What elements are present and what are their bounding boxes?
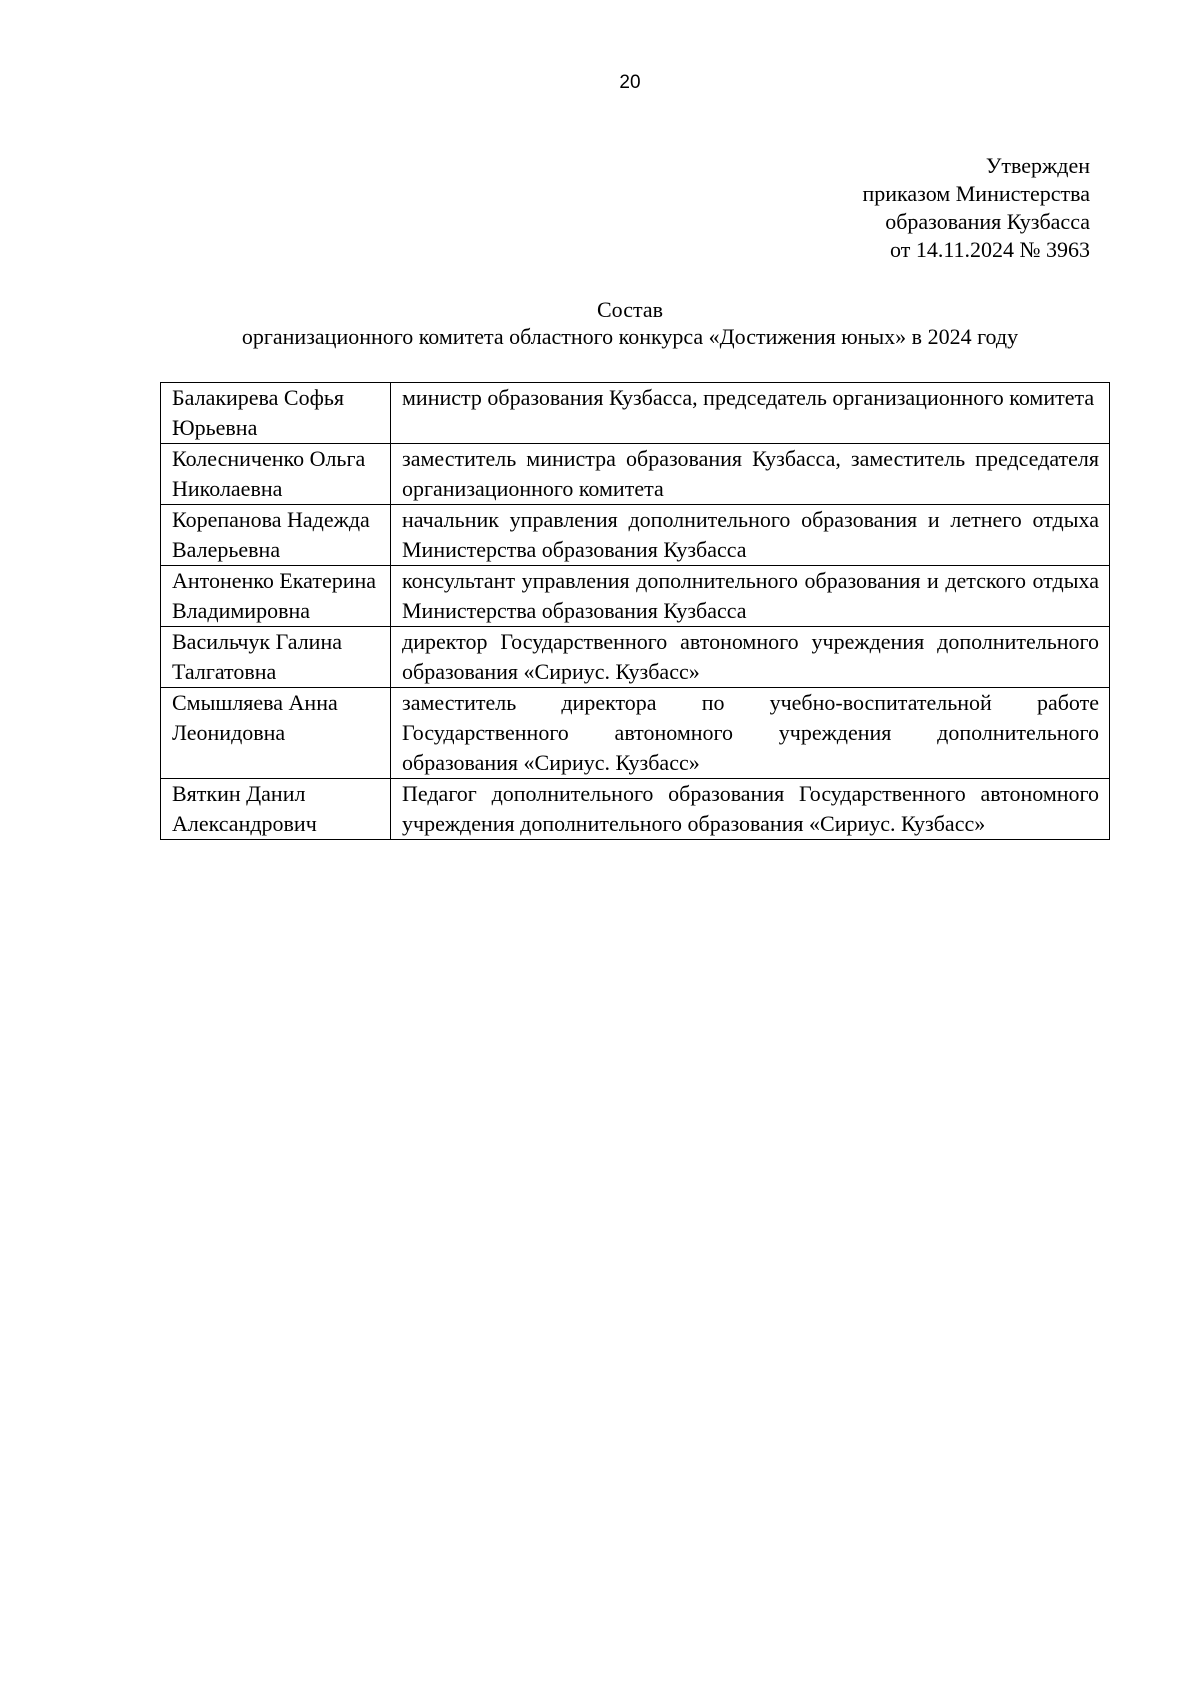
table-row: [161, 566, 1110, 627]
member-position: консультант управления дополнительного образования и детского отдыха Министерства образования Кузбасса: [391, 566, 1110, 627]
table-row: [161, 627, 1110, 688]
member-position: директор Государственного автономного учреждения дополнительного образования «Сириус. Кузбасс»: [391, 627, 1110, 688]
table-row: [161, 444, 1110, 505]
member-position: заместитель директора по учебно-воспитательной работе Государственного автономного учреждения дополнительного образования «Сириус. Кузбасс»: [391, 688, 1110, 779]
approval-date-line: от 14.11.2024 № 3963: [890, 237, 1090, 262]
member-name: Смышляева Анна Леонидовна: [161, 688, 391, 779]
member-position: заместитель министра образования Кузбасса, заместитель председателя организационного комитета: [391, 444, 1110, 505]
member-position: начальник управления дополнительного образования и летнего отдыха Министерства образования Кузбасса: [391, 505, 1110, 566]
table-row: [161, 688, 1110, 779]
member-name: Корепанова Надежда Валерьевна: [161, 505, 391, 566]
member-name: Балакирева Софья Юрьевна: [161, 383, 391, 444]
approval-stamp: [590, 152, 1090, 264]
member-name: Колесниченко Ольга Николаевна: [161, 444, 391, 505]
member-position: Педагог дополнительного образования Государственного автономного учреждения дополнительного образования «Сириус. Кузбасс»: [391, 779, 1110, 840]
table-row: [161, 505, 1110, 566]
committee-table: [160, 382, 1110, 840]
page-number: 20: [619, 72, 641, 93]
approval-line: Утвержден: [985, 153, 1090, 178]
member-name: Антоненко Екатерина Владимировна: [161, 566, 391, 627]
member-position: министр образования Кузбасса, председатель организационного комитета: [391, 383, 1110, 444]
approval-line: приказом Министерства: [862, 181, 1090, 206]
member-name: Вяткин Данил Александрович: [161, 779, 391, 840]
table-row: [161, 779, 1110, 840]
member-name: Васильчук Галина Талгатовна: [161, 627, 391, 688]
title-subheading: организационного комитета областного конкурса «Достижения юных» в 2024 году: [241, 324, 1019, 349]
table-row: [161, 383, 1110, 444]
document-title: [160, 296, 1100, 350]
approval-line: образования Кузбасса: [885, 209, 1090, 234]
title-heading: Состав: [596, 297, 664, 322]
